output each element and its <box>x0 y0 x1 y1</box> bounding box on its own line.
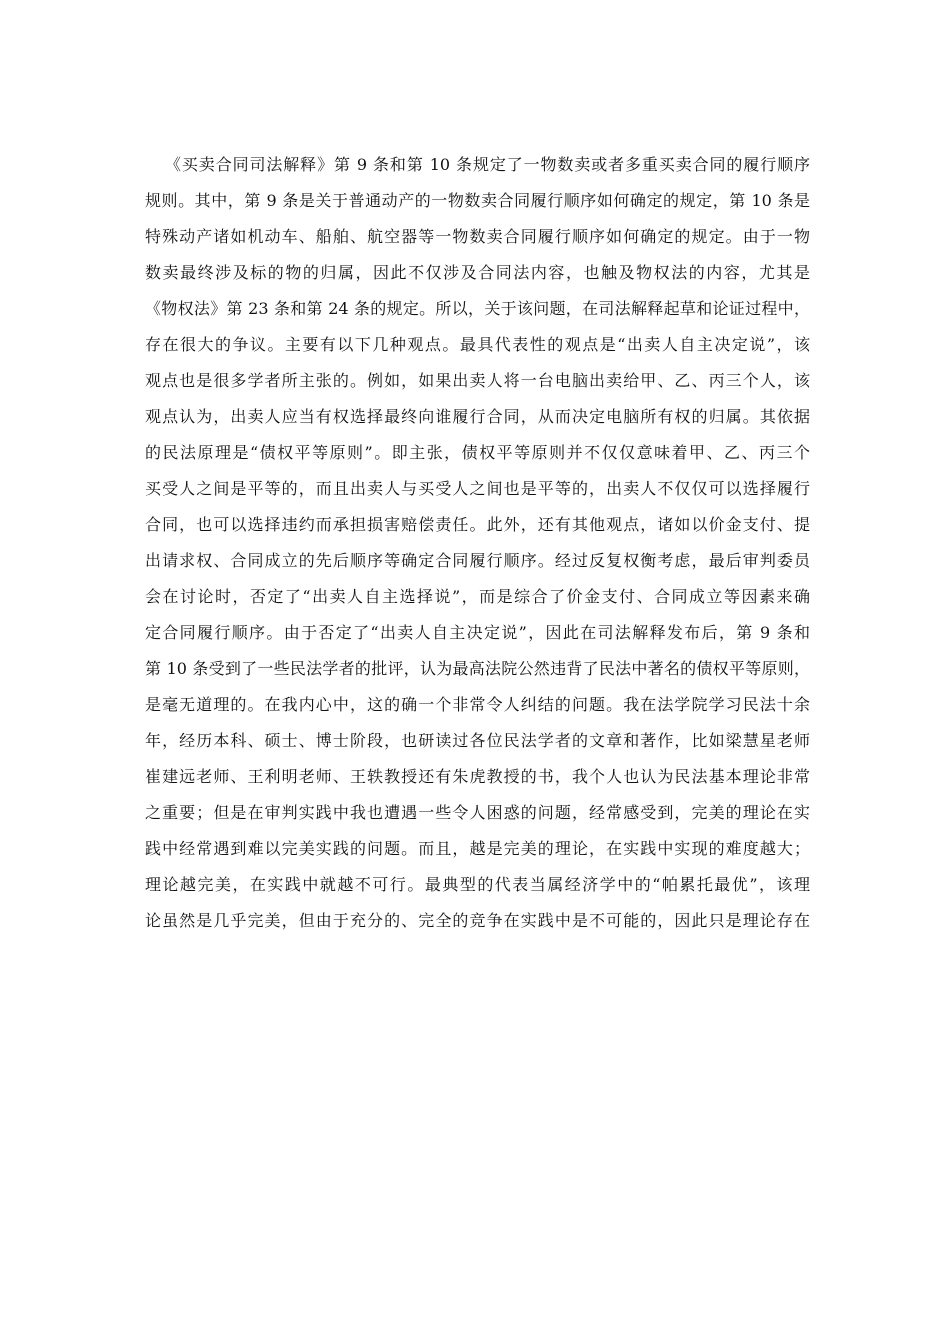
text-line: 数卖最终涉及标的物的归属，因此不仅涉及合同法内容，也触及物权法的内容，尤其是 <box>145 263 810 282</box>
text-line: 《物权法》第 23 条和第 24 条的规定。所以，关于该问题，在司法解释起草和论证过程中， <box>145 299 810 318</box>
text-line: 理论越完美，在实践中就越不可行。最典型的代表当属经济学中的“帕累托最优”，该理 <box>145 875 810 894</box>
text-line: 出请求权、合同成立的先后顺序等确定合同履行顺序。经过反复权衡考虑，最后审判委员 <box>145 551 810 570</box>
text-line: 合同，也可以选择违约而承担损害赔偿责任。此外，还有其他观点，诸如以价金支付、提 <box>145 515 810 534</box>
text-line: 是毫无道理的。在我内心中，这的确一个非常令人纠结的问题。我在法学院学习民法十余 <box>145 695 810 714</box>
text-line: 第 10 条受到了一些民法学者的批评，认为最高法院公然违背了民法中著名的债权平等原则， <box>145 659 810 678</box>
text-line: 买受人之间是平等的，而且出卖人与买受人之间也是平等的，出卖人不仅仅可以选择履行 <box>145 479 810 498</box>
text-line: 会在讨论时，否定了“出卖人自主选择说”，而是综合了价金支付、合同成立等因素来确 <box>145 587 810 606</box>
text-line: 《买卖合同司法解释》第 9 条和第 10 条规定了一物数卖或者多重买卖合同的履行顺序 <box>165 155 810 174</box>
text-line: 观点认为，出卖人应当有权选择最终向谁履行合同，从而决定电脑所有权的归属。其依据 <box>145 407 810 426</box>
text-line: 论虽然是几乎完美，但由于充分的、完全的竞争在实践中是不可能的，因此只是理论存在 <box>145 911 810 930</box>
text-line: 定合同履行顺序。由于否定了“出卖人自主决定说”，因此在司法解释发布后，第 9 条和 <box>145 623 810 642</box>
text-line: 崔建远老师、王利明老师、王轶教授还有朱虎教授的书，我个人也认为民法基本理论非常 <box>145 767 810 786</box>
text-line: 之重要；但是在审判实践中我也遭遇一些令人困惑的问题，经常感受到，完美的理论在实 <box>145 803 810 822</box>
text-line: 年，经历本科、硕士、博士阶段，也研读过各位民法学者的文章和著作，比如梁慧星老师 <box>145 731 810 750</box>
text-line: 特殊动产诸如机动车、船舶、航空器等一物数卖合同履行顺序如何确定的规定。由于一物 <box>145 227 810 246</box>
text-line: 践中经常遇到难以完美实践的问题。而且，越是完美的理论，在实践中实现的难度越大； <box>145 839 810 858</box>
text-line: 存在很大的争议。主要有以下几种观点。最具代表性的观点是“出卖人自主决定说”，该 <box>145 335 810 354</box>
text-line: 规则。其中，第 9 条是关于普通动产的一物数卖合同履行顺序如何确定的规定，第 10 条是 <box>145 191 810 210</box>
text-line: 观点也是很多学者所主张的。例如，如果出卖人将一台电脑出卖给甲、乙、丙三个人，该 <box>145 371 810 390</box>
text-line: 的民法原理是“债权平等原则”。即主张，债权平等原则并不仅仅意味着甲、乙、丙三个 <box>145 443 810 462</box>
